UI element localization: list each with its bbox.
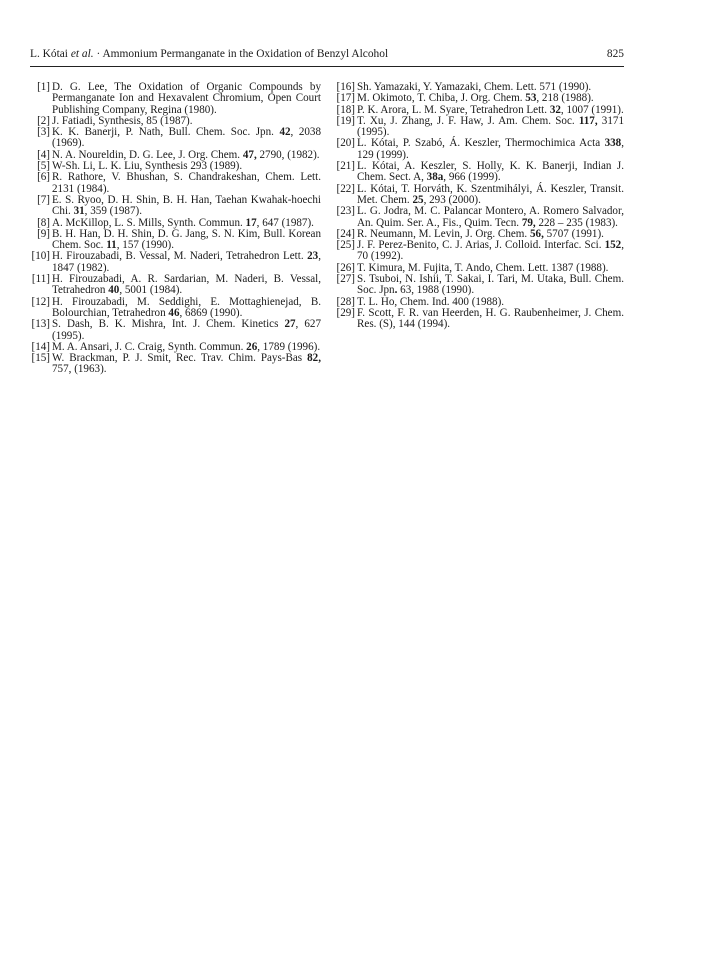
reference-volume: 25 <box>412 193 424 206</box>
reference-text-part: , 1789 (1996). <box>257 340 321 353</box>
reference-item <box>30 229 321 252</box>
reference-text <box>357 137 624 160</box>
reference-text-part: T. Kimura, M. Fujita, T. Ando, Chem. Lett. 1387 (1988). <box>357 261 609 274</box>
reference-number: [2] <box>37 114 50 127</box>
reference-number: [25] <box>336 239 355 252</box>
reference-text-part: P. K. Arora, L. M. Syare, Tetrahedron Lett. <box>357 103 550 116</box>
reference-volume: 338 <box>604 137 622 150</box>
reference-text-part: 757, (1963). <box>52 363 107 376</box>
reference-number: [13] <box>31 318 50 331</box>
reference-text <box>357 160 624 183</box>
reference-text-part: N. A. Noureldin, D. G. Lee, J. Org. Chem. <box>52 148 243 161</box>
reference-item <box>30 319 321 342</box>
reference-item <box>30 127 321 150</box>
reference-text-part: , 647 (1987). <box>256 216 314 229</box>
running-title <box>30 48 388 60</box>
reference-text <box>52 81 321 116</box>
reference-text-part: , 2038 (1969). <box>52 126 322 150</box>
reference-text-part: J. F. Perez-Benito, C. J. Arias, J. Colloid. Interfac. Sci. <box>357 239 605 252</box>
reference-text-part: B. H. Han, D. H. Shin, D. G. Jang, S. N. Kim, Bull. Korean Chem. Soc. <box>52 227 321 252</box>
reference-text-part: M. Okimoto, T. Chiba, J. Org. Chem. <box>357 92 526 105</box>
reference-text-part: T. L. Ho, Chem. Ind. 400 (1988). <box>357 295 505 308</box>
reference-text <box>357 92 594 104</box>
reference-number: [24] <box>336 227 355 240</box>
reference-text-part: , 5001 (1984). <box>119 284 183 297</box>
running-title-etal: et al. <box>70 48 94 60</box>
reference-item <box>30 274 321 297</box>
reference-text-part: 63, 1988 (1990). <box>397 284 475 297</box>
reference-item <box>30 195 321 218</box>
reference-text <box>52 273 321 296</box>
reference-text <box>357 104 624 116</box>
reference-text <box>357 239 624 262</box>
reference-volume: 40 <box>108 284 120 297</box>
page-number: 825 <box>606 48 624 60</box>
reference-number: [14] <box>31 340 50 353</box>
reference-text-part: L. Kótai, A. Keszler, S. Holly, K. K. Banerji, Indian J. Chem. Sect. A, <box>357 160 624 184</box>
reference-item <box>30 353 321 376</box>
reference-item <box>333 308 624 331</box>
reference-text <box>52 194 321 217</box>
reference-item <box>30 172 321 195</box>
reference-text-part: S. Tsuboi, N. Ishii, T. Sakai, I. Tari, M. Utaka, Bull. Chem. Soc. Jpn <box>357 273 624 297</box>
reference-volume: 17 <box>245 216 257 229</box>
reference-text-part: , 1007 (1991). <box>560 103 624 116</box>
reference-volume: 42 <box>279 126 291 139</box>
reference-text <box>357 296 504 308</box>
reference-text-part: H. Firouzabadi, A. R. Sardarian, M. Naderi, B. Vessal, Tetrahedron <box>52 273 321 297</box>
reference-text-part: , 6869 (1990). <box>179 306 243 319</box>
reference-volume: 46 <box>168 306 180 319</box>
reference-text <box>52 352 321 375</box>
reference-text-part: , 218 (1988). <box>536 92 594 105</box>
reference-item <box>30 82 321 116</box>
reference-text <box>357 228 604 240</box>
reference-text-part: L. Kótai, T. Horváth, K. Szentmihályi, Á. Keszler, Transit. Met. Chem. <box>357 182 624 206</box>
reference-text-part: , 70 (1992). <box>357 239 624 263</box>
reference-number: [21] <box>336 160 355 173</box>
reference-text <box>52 296 321 319</box>
reference-text <box>357 262 608 274</box>
running-title-text: · Ammonium Permanganate in the Oxidation of Benzyl Alcohol <box>93 48 389 60</box>
reference-number: [7] <box>37 193 50 206</box>
reference-number: [29] <box>336 306 355 319</box>
reference-number: [20] <box>336 137 355 150</box>
reference-text-part: 2790, (1982). <box>256 148 320 161</box>
reference-item <box>333 206 624 229</box>
reference-text-part: K. K. Banerji, P. Nath, Bull. Chem. Soc. Jpn. <box>52 126 280 139</box>
reference-number: [8] <box>37 216 50 229</box>
reference-text-part: R. Neumann, M. Levin, J. Org. Chem. <box>357 227 530 240</box>
reference-text-part: , 627 (1995). <box>52 318 321 342</box>
reference-volume: 27 <box>284 318 296 331</box>
reference-number: [23] <box>336 205 355 218</box>
reference-number: [22] <box>336 182 355 195</box>
reference-text-part: W-Sh. Li, L. K. Liu, Synthesis 293 (1989). <box>52 160 243 173</box>
reference-volume: 53 <box>525 92 537 105</box>
reference-text <box>52 171 321 194</box>
reference-text-part: 228 – 235 (1983). <box>535 216 618 229</box>
reference-text-part: E. S. Ryoo, D. H. Shin, B. H. Han, Taehan Kwahak-hoechi Chi. <box>52 193 321 218</box>
reference-text-part: , 293 (2000). <box>423 193 481 206</box>
reference-number: [10] <box>31 250 50 263</box>
reference-text <box>52 228 321 251</box>
reference-item <box>333 184 624 207</box>
reference-number: [26] <box>336 261 355 274</box>
reference-number: [15] <box>31 352 50 365</box>
reference-text-part: , 129 (1999). <box>357 137 624 161</box>
reference-volume: 38a <box>426 171 444 184</box>
reference-text <box>52 250 321 273</box>
reference-text-part: R. Rathore, V. Bhushan, S. Chandrakeshan, Chem. Lett. 2131 (1984). <box>52 171 321 195</box>
reference-number: [27] <box>336 273 355 286</box>
reference-volume: 32 <box>549 103 561 116</box>
reference-number: [17] <box>336 92 355 105</box>
reference-number: [3] <box>37 126 50 139</box>
reference-text-part: T. Xu, J. Zhang, J. F. Haw, J. Am. Chem. Soc. <box>357 114 579 127</box>
reference-text <box>52 160 242 172</box>
reference-text <box>52 318 321 341</box>
reference-item <box>30 297 321 320</box>
reference-text <box>52 149 320 161</box>
reference-volume: 26 <box>246 340 258 353</box>
reference-text <box>52 115 193 127</box>
reference-text <box>52 217 314 229</box>
reference-text <box>357 273 624 296</box>
reference-volume: 47, <box>242 148 257 161</box>
reference-number: [9] <box>37 227 50 240</box>
reference-number: [6] <box>37 171 50 184</box>
reference-volume: 82, <box>307 352 321 365</box>
reference-text-part: H. Firouzabadi, B. Vessal, M. Naderi, Tetrahedron Lett. <box>52 250 308 263</box>
reference-volume: 79, <box>521 216 536 229</box>
reference-text <box>357 115 624 138</box>
reference-text-part: M. A. Ansari, J. C. Craig, Synth. Commun. <box>52 340 247 353</box>
reference-number: [5] <box>37 160 50 173</box>
reference-volume: 56, <box>529 227 544 240</box>
running-header <box>30 48 624 66</box>
reference-volume: 23 <box>307 250 319 263</box>
reference-text-part: J. Fatiadi, Synthesis, 85 (1987). <box>52 114 193 127</box>
references-left-column <box>30 82 321 376</box>
reference-number: [4] <box>37 148 50 161</box>
references-right-column <box>333 82 624 331</box>
reference-text <box>52 126 321 149</box>
reference-volume: 31 <box>73 205 85 218</box>
reference-text <box>357 183 624 206</box>
reference-text <box>52 341 320 353</box>
reference-number: [1] <box>37 81 50 93</box>
reference-item <box>333 138 624 161</box>
reference-number: [16] <box>336 81 355 93</box>
reference-number: [11] <box>31 273 50 286</box>
reference-text-part: A. McKillop, L. S. Mills, Synth. Commun. <box>52 216 246 229</box>
reference-number: [28] <box>336 295 355 308</box>
reference-text-part: L. G. Jodra, M. C. Palancar Montero, A. Romero Salvador, An. Quim. Ser. A., Fis., Quim. Tecn. <box>357 205 624 229</box>
reference-text-part: L. Kótai, P. Szabó, Á. Keszler, Thermochimica Acta <box>357 137 605 150</box>
reference-text-part: D. G. Lee, The Oxidation of Organic Compounds by Permanganate Ion and Hexavalent Chromium, Open Court Publishing Company, Regina (1980). <box>52 81 321 116</box>
reference-text-part: 5707 (1991). <box>543 227 604 240</box>
reference-text-part: Sh. Yamazaki, Y. Yamazaki, Chem. Lett. 571 (1990). <box>357 81 592 93</box>
reference-volume: . <box>394 284 398 297</box>
reference-item <box>30 251 321 274</box>
running-title-authors: L. Kótai <box>30 48 71 60</box>
reference-item <box>333 274 624 297</box>
reference-volume: 152 <box>604 239 622 252</box>
reference-text <box>357 307 624 330</box>
reference-text-part: , 359 (1987). <box>84 205 142 218</box>
reference-number: [19] <box>336 114 355 127</box>
reference-text-part: F. Scott, F. R. van Heerden, H. G. Raubenheimer, J. Chem. Res. (S), 144 (1994). <box>357 306 624 331</box>
reference-item <box>333 240 624 263</box>
reference-volume: 11 <box>106 239 117 252</box>
reference-number: [12] <box>31 295 50 308</box>
reference-text-part: , 157 (1990). <box>116 239 175 252</box>
reference-text <box>357 81 591 93</box>
reference-item <box>333 116 624 139</box>
reference-text-part: S. Dash, B. K. Mishra, Int. J. Chem. Kinetics <box>52 318 285 331</box>
reference-text-part: 3171 (1995). <box>357 114 624 139</box>
header-rule <box>30 66 624 67</box>
reference-number: [18] <box>336 103 355 116</box>
reference-volume: 117, <box>578 114 598 127</box>
reference-text-part: H. Firouzabadi, M. Seddighi, E. Mottaghienejad, B. Bolourchian, Tetrahedron <box>52 295 321 319</box>
reference-text-part: W. Brackman, P. J. Smit, Rec. Trav. Chim. Pays-Bas <box>52 352 308 365</box>
reference-item <box>333 161 624 184</box>
reference-text <box>357 205 624 228</box>
reference-text-part: , 966 (1999). <box>443 171 501 184</box>
reference-text-part: , 1847 (1982). <box>52 250 321 274</box>
